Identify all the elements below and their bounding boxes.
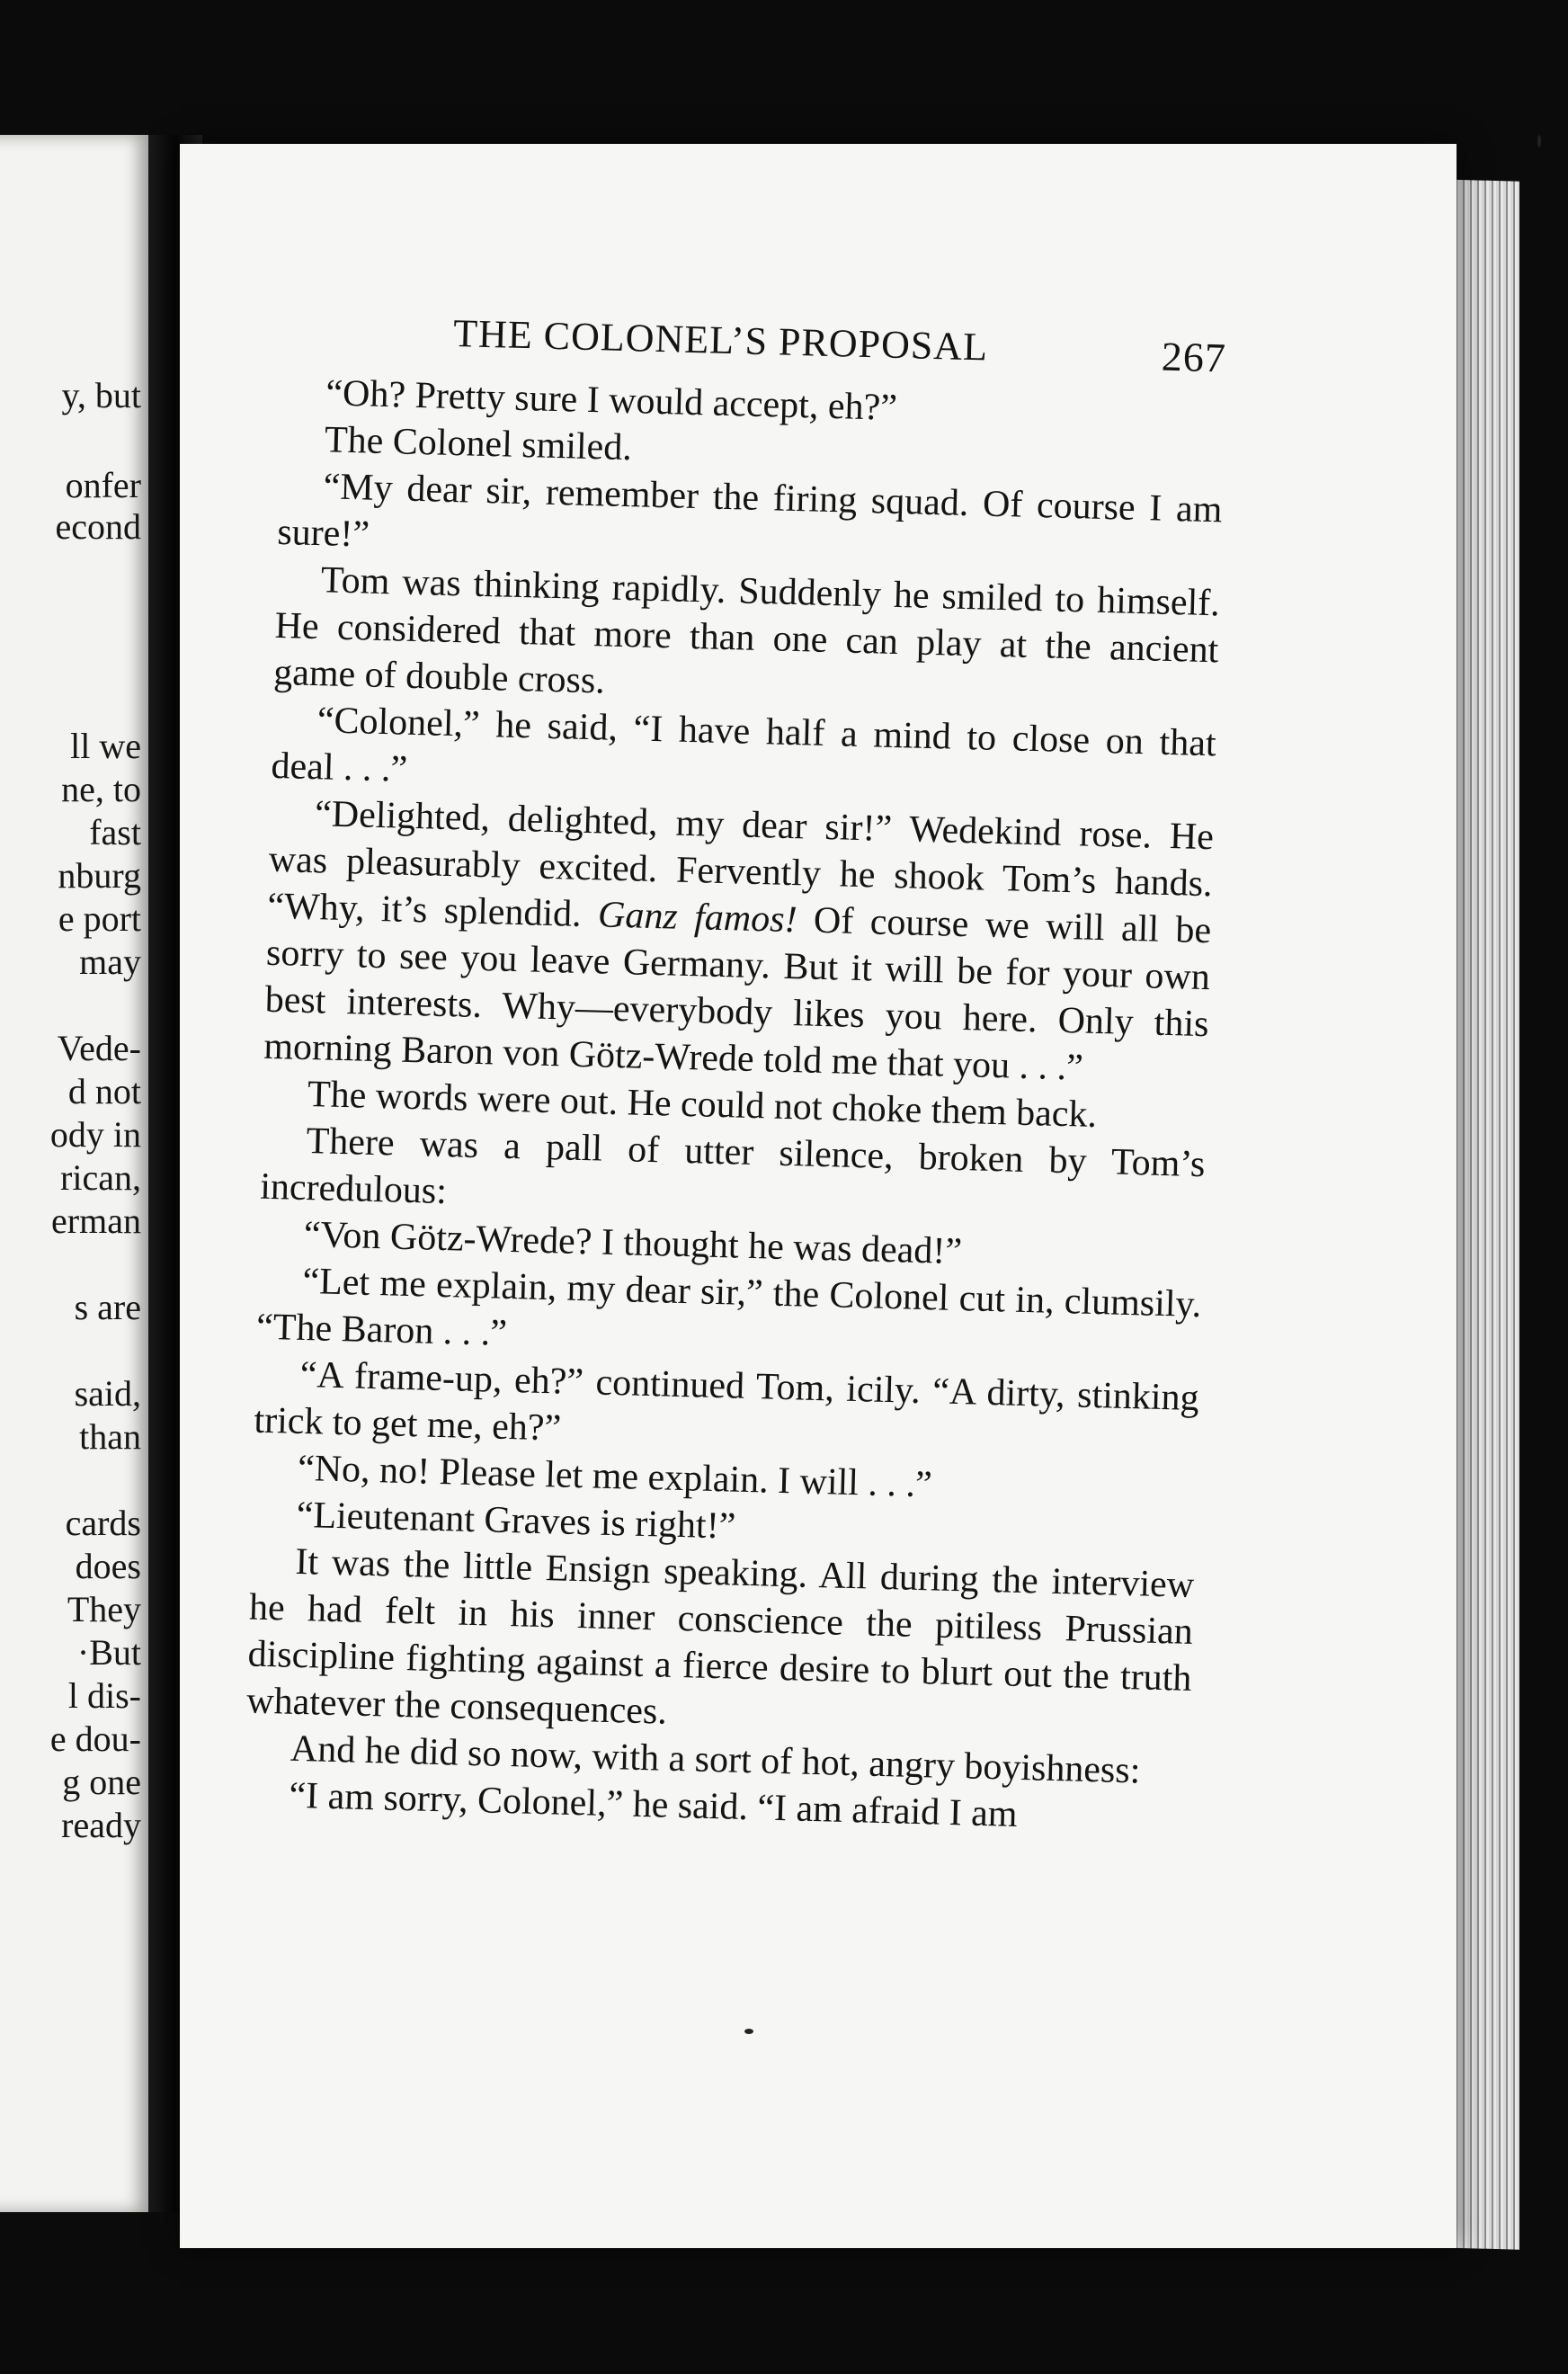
paragraph: “Lieutenant Graves is right!”: [296, 1494, 736, 1548]
left-page-fragment: [0, 135, 148, 2212]
left-page-line: g one: [62, 1762, 141, 1802]
left-page-line: Vede-: [57, 1028, 141, 1068]
paragraph: There was a pall of utter silence, broken by Tom’s incredulous:: [259, 1120, 1206, 1213]
paragraph: The Colonel smiled.: [324, 419, 633, 469]
paragraph: “A frame-up, eh?” continued Tom, icily. “A dirty, stinking trick to get me, eh?”: [253, 1353, 1200, 1450]
left-page-line: e dou-: [49, 1718, 141, 1759]
dust-speck: [1537, 135, 1541, 147]
left-page-line: said,: [74, 1373, 141, 1414]
left-page-line: rican,: [60, 1157, 141, 1198]
dust-speck: [744, 2029, 753, 2034]
left-page-line: d not: [67, 1071, 141, 1111]
left-page-line: y, but: [61, 375, 141, 415]
left-page-line: s are: [74, 1287, 141, 1327]
left-page-line: than: [79, 1416, 141, 1457]
left-page-line: econd: [55, 506, 141, 547]
body-text: [244, 369, 1225, 1843]
paragraph: “I am sorry, Colonel,” he said. “I am afraid I am: [289, 1774, 1019, 1835]
left-page-line: e port: [58, 898, 141, 939]
paragraph: And he did so now, with a sort of hot, angry boyishness:: [290, 1727, 1141, 1792]
left-page-line: They: [67, 1589, 141, 1629]
paragraph: “Oh? Pretty sure I would accept, eh?”: [325, 372, 898, 429]
running-head: THE COLONEL’S PROPOSAL: [452, 310, 989, 370]
left-page-line: cards: [65, 1503, 141, 1543]
left-page-line: may: [79, 942, 141, 982]
left-page-line: ody in: [49, 1114, 141, 1155]
left-page-line: fast: [89, 812, 141, 852]
left-page-line: ll we: [70, 726, 141, 766]
left-page-line: l dis-: [67, 1675, 141, 1716]
right-page: [180, 144, 1457, 2248]
paragraph: “Colonel,” he said, “I have half a mind to close on that deal . . .”: [270, 700, 1217, 790]
left-page-line: onfer: [65, 465, 141, 505]
paragraph: It was the little Ensign speaking. All during the interview he had felt in his inner conscience the pitiless Prussian discipline fighting against a fierce desire to blurt out the truth whatever the consequences.: [245, 1540, 1195, 1733]
left-page-line: ready: [61, 1805, 141, 1845]
paragraph: “Delighted, delighted, my dear sir!” Wedekind rose. He was pleasurably excited. Fervently he shook Tom’s hands. “Why, it’s splendid. Ganz famos! Of course we will all be sorry to see you leave Germany. But it will be for your own best interests. Why—everybody likes you here. Only this morning Baron von Götz-Wrede told me that you . . .”: [263, 793, 1215, 1089]
paragraph: “My dear sir, remember the firing squad. Of course I am sure!”: [276, 466, 1224, 556]
left-page-line: nburg: [58, 855, 141, 896]
left-page-line: ne, to: [61, 769, 141, 809]
paragraph: “No, no! Please let me explain. I will . . .”: [297, 1447, 933, 1506]
text-block: [244, 306, 1227, 1843]
left-page-line: does: [75, 1546, 141, 1586]
paragraph: The words were out. He could not choke them back.: [307, 1074, 1098, 1136]
paragraph: “Let me explain, my dear sir,” the Colonel cut in, clumsily. “The Baron . . .”: [255, 1260, 1202, 1354]
paragraph: “Von Götz-Wrede? I thought he was dead!”: [303, 1213, 963, 1273]
left-page-line: ·But: [76, 1632, 141, 1673]
paragraph: Tom was thinking rapidly. Suddenly he smiled to himself. He considered that more than one can play at the ancient game of double cross.: [272, 559, 1221, 702]
left-page-line: erman: [51, 1200, 141, 1241]
page-number: 267: [1161, 333, 1227, 381]
